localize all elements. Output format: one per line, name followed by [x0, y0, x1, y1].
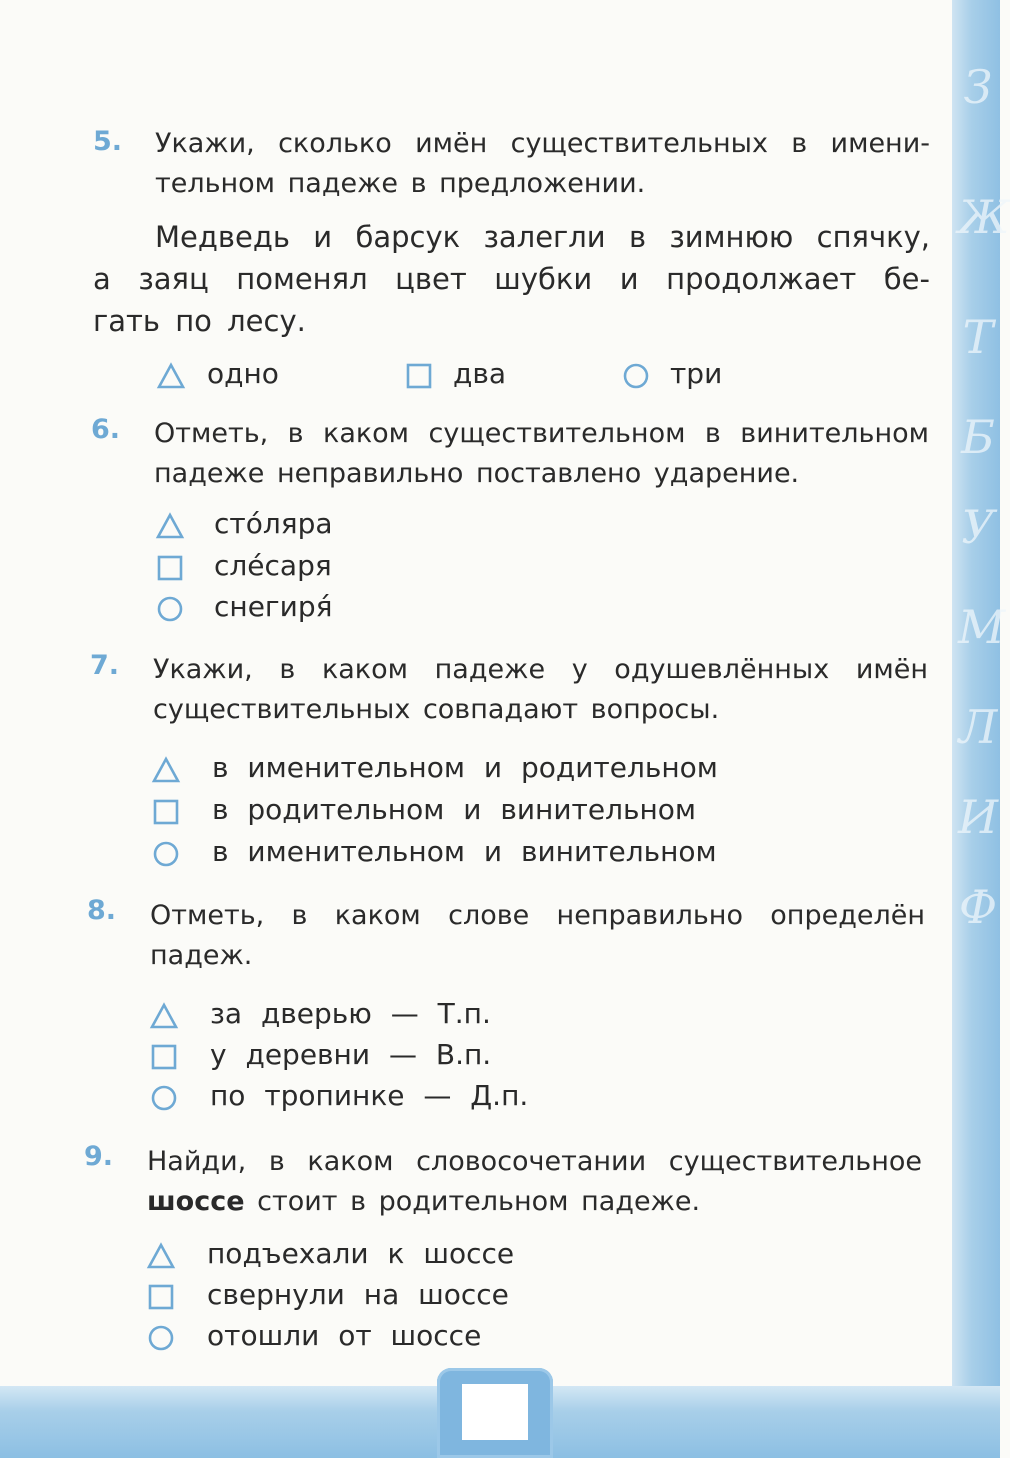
page-number-box: [462, 1384, 528, 1440]
triangle-icon[interactable]: [147, 1241, 175, 1269]
task-question: [153, 650, 928, 730]
question-line: [147, 1182, 922, 1222]
task-number: 8.: [87, 895, 117, 926]
option-square[interactable]: [152, 790, 772, 830]
option-label: снегиря́: [214, 590, 333, 623]
task-question: [150, 896, 925, 976]
option-triangle[interactable]: [150, 994, 630, 1034]
decor-letter: Б: [961, 410, 995, 464]
option-label: сто́ляра: [214, 507, 333, 540]
page-number-tab: [437, 1368, 553, 1458]
option-triangle[interactable]: [152, 748, 772, 788]
question-line: Отметь, в каком слове неправильно определён: [150, 900, 925, 931]
circle-icon[interactable]: [147, 1323, 175, 1351]
square-icon[interactable]: [152, 797, 180, 825]
question-line: Найди, в каком словосочетании существительное: [147, 1146, 922, 1177]
option-label: за дверью — Т.п.: [210, 997, 491, 1030]
option-label: отошли от шоссе: [207, 1319, 482, 1352]
option-square[interactable]: [150, 1035, 630, 1075]
option-label: свернули на шоссе: [207, 1278, 509, 1311]
sample-line: а заяц поменял цвет шубки и продолжает бе-: [93, 262, 930, 296]
option-circle[interactable]: [622, 354, 822, 394]
decor-letter: Т: [962, 310, 994, 364]
circle-icon[interactable]: [150, 1083, 178, 1111]
triangle-icon[interactable]: [157, 361, 185, 389]
option-circle[interactable]: [156, 587, 556, 627]
option-label: у деревни — В.п.: [210, 1038, 492, 1071]
circle-icon[interactable]: [156, 594, 184, 622]
decor-letter: М: [958, 600, 1006, 654]
circle-icon[interactable]: [152, 839, 180, 867]
option-label: в именительном и винительном: [212, 835, 717, 868]
decor-letter: И: [958, 790, 999, 844]
task-question: [154, 414, 929, 494]
question-line: Укажи, сколько имён существительных в имени-: [155, 128, 930, 159]
circle-icon[interactable]: [622, 361, 650, 389]
question-line: падеж.: [150, 940, 253, 971]
option-label: в именительном и родительном: [212, 751, 718, 784]
question-line: тельном падеже в предложении.: [155, 168, 646, 199]
task-number: 6.: [91, 414, 121, 445]
sample-line: Медведь и барсук залегли в зимнюю спячку,: [155, 220, 930, 254]
triangle-icon[interactable]: [150, 1001, 178, 1029]
option-square[interactable]: [147, 1275, 627, 1315]
task-number: 9.: [84, 1141, 114, 1172]
option-label: одно: [207, 357, 279, 390]
decor-letter: У: [961, 500, 995, 554]
question-line: падеже неправильно поставлено ударение.: [154, 458, 800, 489]
option-label: сле́саря: [214, 549, 332, 582]
task-question: [147, 1142, 922, 1222]
task-number: 7.: [90, 650, 120, 681]
option-triangle[interactable]: [157, 354, 377, 394]
option-label: по тропинке — Д.п.: [210, 1079, 529, 1112]
decorative-side-band: [952, 0, 1010, 1458]
option-triangle[interactable]: [147, 1234, 627, 1274]
square-icon[interactable]: [156, 553, 184, 581]
option-label: два: [453, 357, 507, 390]
decor-letter: З: [963, 60, 993, 114]
sample-sentence: [93, 216, 930, 342]
task-number: 5.: [93, 126, 123, 157]
keyword-bold: шоссе: [147, 1186, 245, 1217]
question-line: Отметь, в каком существительном в винительном: [154, 418, 929, 449]
option-square[interactable]: [156, 546, 556, 586]
square-icon[interactable]: [147, 1282, 175, 1310]
option-label: в родительном и винительном: [212, 793, 697, 826]
sample-line: гать по лесу.: [93, 304, 306, 338]
option-label: три: [670, 357, 723, 390]
square-icon[interactable]: [405, 361, 433, 389]
decor-letter: Ф: [958, 880, 998, 934]
question-line: существительных совпадают вопросы.: [153, 694, 720, 725]
option-triangle[interactable]: [156, 504, 556, 544]
option-circle[interactable]: [150, 1076, 630, 1116]
decor-letter: Ж: [958, 190, 1010, 244]
option-circle[interactable]: [147, 1316, 627, 1356]
question-line: Укажи, в каком падеже у одушевлённых имён: [153, 654, 928, 685]
square-icon[interactable]: [150, 1042, 178, 1070]
option-label: подъехали к шоссе: [207, 1237, 515, 1270]
option-circle[interactable]: [152, 832, 772, 872]
decor-letter: Л: [958, 700, 998, 754]
triangle-icon[interactable]: [156, 511, 184, 539]
question-line-rest: стоит в родительном падеже.: [244, 1186, 701, 1217]
task-question: [155, 124, 930, 204]
option-square[interactable]: [405, 354, 605, 394]
triangle-icon[interactable]: [152, 755, 180, 783]
